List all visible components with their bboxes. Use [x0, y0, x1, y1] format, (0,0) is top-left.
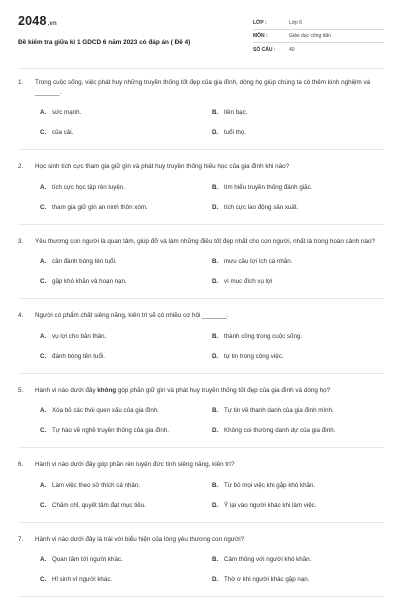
question-text: [18, 460, 384, 470]
option-text: gặp khó khăn và hoạn nạn.: [52, 278, 127, 285]
site-logo[interactable]: [18, 14, 57, 28]
answer-option[interactable]: [40, 482, 212, 490]
option-text: Tự tin về thanh danh của gia đình mình.: [224, 407, 334, 414]
option-letter: D.: [212, 501, 219, 509]
option-text: Hỉ sinh vì người khác.: [52, 576, 113, 583]
option-letter: C.: [40, 129, 47, 136]
meta-value: Lớp 6: [289, 20, 303, 26]
question-number: 5.: [18, 386, 24, 394]
answer-option[interactable]: [212, 407, 384, 415]
answer-option[interactable]: [212, 258, 384, 266]
answer-option[interactable]: [212, 482, 384, 490]
option-text: tự tin trong công việc.: [224, 352, 284, 360]
answer-options: [18, 556, 384, 584]
meta-label: SỐ CÂU :: [253, 46, 276, 53]
option-letter: A.: [40, 481, 47, 489]
option-letter: D.: [212, 352, 219, 360]
answer-options: [18, 258, 384, 286]
meta-row-subject: [253, 30, 384, 43]
option-text: vì mục đích vụ lợi: [224, 278, 273, 285]
answer-option[interactable]: [40, 556, 212, 564]
option-text: Thờ ơ khi người khác gặp nạn.: [224, 576, 310, 583]
question-stem: Hành vi nào dưới đây: [35, 386, 98, 394]
exam-meta-table: [253, 17, 384, 56]
answer-option[interactable]: [212, 129, 384, 137]
option-text: vụ lợi cho bản thân.: [52, 332, 107, 340]
question-number: 6.: [18, 461, 24, 468]
question-stem: Học sinh tích cực tham gia giữ gìn và phát huy truyền thống hiếu học của gia đình khi nào?: [35, 163, 290, 170]
option-letter: B.: [212, 258, 219, 265]
question-text: [18, 535, 384, 545]
meta-row-class: [253, 17, 384, 30]
option-letter: B.: [212, 556, 219, 563]
answer-options: [18, 333, 384, 361]
option-text: cần đánh bóng tên tuổi.: [52, 258, 117, 265]
option-letter: A.: [40, 109, 47, 116]
answer-option[interactable]: [40, 184, 212, 192]
question-text: [18, 78, 384, 97]
question-body: [35, 460, 384, 470]
option-text: Làm việc theo sở thích cá nhân.: [52, 481, 140, 489]
answer-option[interactable]: [212, 184, 384, 192]
option-text: Tự hào về nghề truyền thống của gia đình.: [52, 427, 169, 434]
meta-row-count: [253, 43, 384, 56]
question-body: [35, 311, 384, 321]
option-text: đánh bóng tên tuổi.: [52, 352, 105, 360]
option-letter: C.: [40, 501, 47, 509]
question-stem: Hành vi nào dưới đây là trái với biểu hiện của lòng yêu thương con người?: [35, 535, 245, 543]
question-item: [18, 237, 384, 300]
question-number: 4.: [18, 312, 24, 319]
question-item: [18, 78, 384, 150]
option-letter: B.: [212, 109, 219, 116]
option-letter: B.: [212, 183, 219, 191]
question-item: [18, 535, 384, 598]
answer-option[interactable]: [40, 109, 212, 117]
question-number: 1.: [18, 79, 24, 86]
option-letter: B.: [212, 481, 219, 489]
answer-option[interactable]: [40, 129, 212, 137]
option-letter: A.: [40, 332, 47, 340]
answer-options: [18, 407, 384, 435]
question-stem: Trong cuộc sống, việc phát huy những truyền thống tốt đẹp của gia đình, dòng họ giúp chúng ta có thêm kinh nghiệm và _______.: [35, 79, 371, 96]
option-text: của cải.: [52, 129, 74, 136]
answer-option[interactable]: [40, 407, 212, 415]
option-letter: A.: [40, 258, 47, 265]
option-letter: A.: [40, 183, 47, 191]
option-letter: C.: [40, 352, 47, 360]
option-text: sức mạnh.: [52, 109, 82, 116]
option-text: Từ bỏ mọi việc khi gặp khó khăn.: [224, 481, 316, 489]
question-stem: Người có phẩm chất siêng năng, kiên trì sẽ có nhiều cơ hội _______.: [35, 312, 229, 319]
answer-options: [18, 482, 384, 510]
question-stem-end: góp phần giữ gìn và phát huy truyền thống tốt đẹp của gia đình và dòng họ?: [116, 386, 331, 394]
question-body: [35, 535, 384, 545]
option-letter: B.: [212, 407, 219, 414]
option-text: tích cực học tập rèn luyện.: [52, 183, 125, 191]
answer-option[interactable]: [212, 556, 384, 564]
option-text: Cảm thông với người khó khăn.: [224, 556, 312, 563]
option-letter: D.: [212, 576, 219, 583]
option-letter: A.: [40, 407, 47, 414]
option-text: tích cực lao động sản xuất.: [224, 203, 299, 211]
option-text: tìm hiểu truyền thống đánh giặc.: [224, 183, 313, 191]
logo-text: 2048: [18, 14, 47, 28]
option-text: tiền bạc.: [224, 109, 248, 116]
question-stem: Hành vi nào dưới đây góp phần rèn luyện đức tính siêng năng, kiên trì?: [35, 461, 235, 468]
option-text: tham gia giữ gìn an ninh thôn xóm.: [52, 203, 148, 211]
option-text: tuổi thọ.: [224, 129, 247, 136]
option-text: Không coi thường danh dự của gia đình.: [224, 427, 336, 434]
answer-option[interactable]: [212, 427, 384, 435]
answer-option[interactable]: [40, 278, 212, 286]
option-letter: C.: [40, 576, 47, 583]
question-text: [18, 386, 384, 396]
option-letter: D.: [212, 278, 219, 285]
option-letter: D.: [212, 203, 219, 211]
answer-option[interactable]: [212, 204, 384, 212]
answer-option[interactable]: [212, 502, 384, 510]
question-body: [35, 386, 384, 396]
option-letter: B.: [212, 332, 219, 340]
option-text: Quan tâm tới người khác.: [52, 556, 123, 563]
question-body: [35, 78, 384, 97]
answer-option[interactable]: [212, 576, 384, 584]
meta-label: MÔN :: [253, 33, 268, 39]
question-text: [18, 311, 384, 321]
question-number: 2.: [18, 163, 24, 170]
question-emphasis: không: [97, 386, 117, 394]
question-list: [18, 78, 384, 600]
question-number: 7.: [18, 535, 24, 543]
answer-option[interactable]: [40, 333, 212, 341]
option-text: Ỷ lại vào người khác khi làm việc.: [224, 501, 317, 509]
option-letter: C.: [40, 203, 47, 211]
answer-option[interactable]: [40, 502, 212, 510]
answer-option[interactable]: [40, 204, 212, 212]
answer-option[interactable]: [40, 576, 212, 584]
answer-option[interactable]: [40, 258, 212, 266]
option-letter: D.: [212, 427, 219, 434]
answer-option[interactable]: [212, 333, 384, 341]
question-body: [35, 237, 384, 247]
exam-title: Đề kiểm tra giữa kì 1 GDCD 6 năm 2023 có đáp án ( Đề 4): [18, 39, 191, 46]
logo-domain: .vn: [47, 21, 57, 27]
option-text: thành công trong cuộc sống.: [224, 332, 303, 340]
question-text: [18, 162, 384, 172]
option-text: mưu cầu lợi ích cá nhân.: [224, 258, 293, 265]
question-item: [18, 162, 384, 225]
option-letter: A.: [40, 556, 47, 563]
answer-option[interactable]: [40, 427, 212, 435]
answer-option[interactable]: [212, 278, 384, 286]
answer-options: [18, 109, 384, 137]
answer-option[interactable]: [40, 353, 212, 361]
answer-option[interactable]: [212, 109, 384, 117]
question-body: [35, 162, 384, 172]
answer-option[interactable]: [212, 353, 384, 361]
question-item: [18, 460, 384, 523]
option-text: Xóa bỏ các thói quen xấu của gia đình.: [52, 407, 159, 414]
option-text: Chăm chỉ, quyết tâm đạt mục tiêu.: [52, 501, 146, 509]
option-letter: C.: [40, 427, 47, 434]
option-letter: C.: [40, 278, 47, 285]
question-text: [18, 237, 384, 247]
option-letter: D.: [212, 129, 219, 136]
answer-options: [18, 184, 384, 212]
question-item: [18, 386, 384, 449]
meta-label: LỚP :: [253, 20, 267, 26]
question-item: [18, 311, 384, 374]
meta-value: 40: [289, 46, 295, 53]
question-stem: Yêu thương con người là quan tâm, giúp đỡ và làm những điều tốt đẹp nhất cho con người, nhất là trong hoàn cảnh nào?: [35, 237, 376, 245]
question-number: 3.: [18, 237, 24, 245]
page-header: [18, 14, 384, 62]
header-divider: [18, 68, 384, 69]
meta-value: Giáo dục công dân: [289, 33, 331, 39]
